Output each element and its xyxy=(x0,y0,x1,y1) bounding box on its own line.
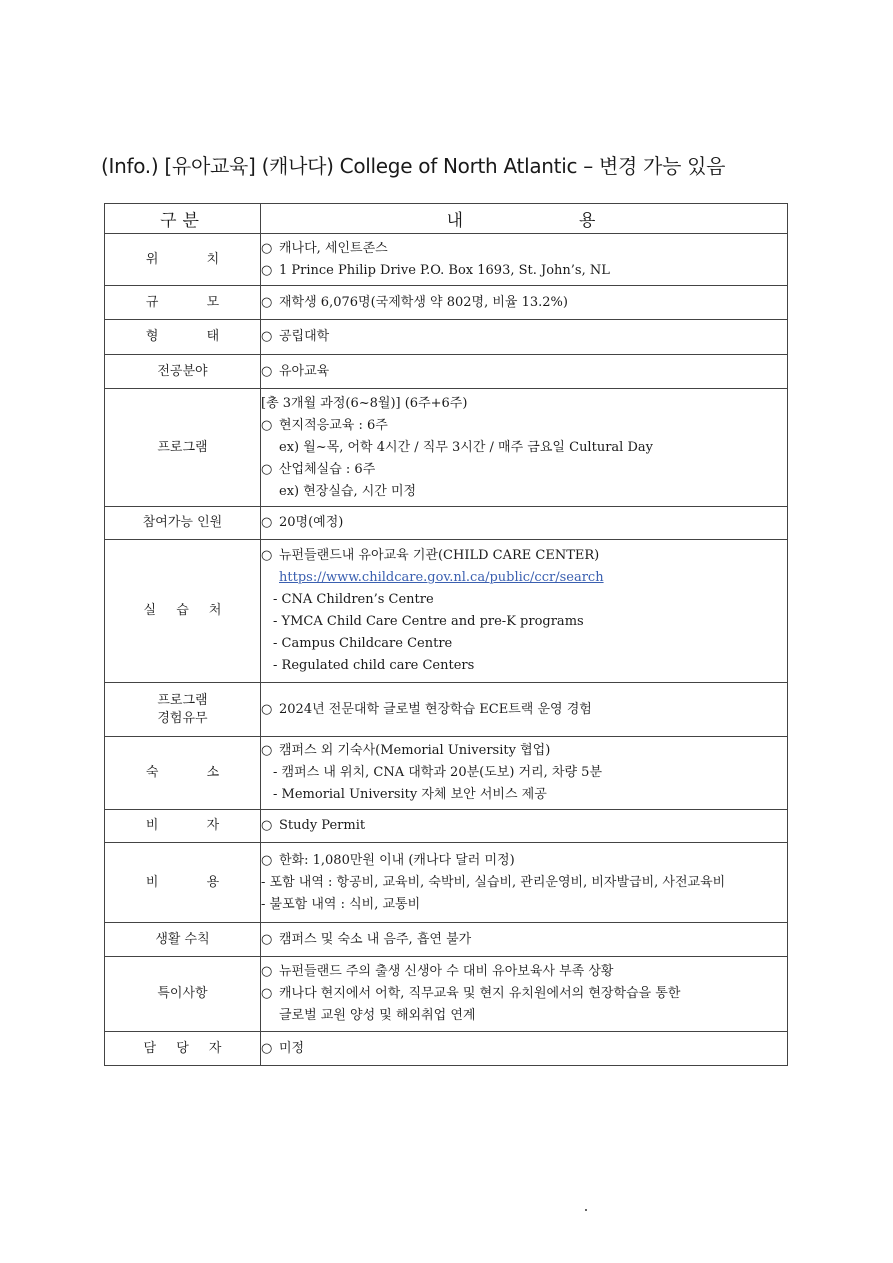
header-content-1: 내 xyxy=(446,211,469,231)
label-type: 형 태 xyxy=(105,320,261,355)
info-table xyxy=(104,203,788,1066)
header-content xyxy=(261,204,788,234)
content-visa xyxy=(261,810,788,843)
practicum-link[interactable]: https://www.childcare.gov.nl.ca/public/ccr/search xyxy=(279,570,604,585)
content-participants xyxy=(261,507,788,540)
label-rules: 생활 수칙 xyxy=(105,923,261,957)
content-housing xyxy=(261,737,788,810)
contact-line-1: ○ 미정 xyxy=(261,1038,787,1060)
content-notes xyxy=(261,957,788,1032)
practicum-site-3: - Campus Childcare Centre xyxy=(261,633,787,655)
practicum-item: ○ 뉴펀들랜드내 유아교육 기관(CHILD CARE CENTER) xyxy=(261,545,787,567)
participants-line-1: ○ 20명(예정) xyxy=(261,512,787,534)
notes-item-2: ○ 캐나다 현지에서 어학, 직무교육 및 현지 유치원에서의 현장학습을 통한 xyxy=(261,983,787,1005)
label-experience-2: 경험유무 xyxy=(157,710,208,726)
housing-detail-2: - Memorial University 자체 보안 서비스 제공 xyxy=(261,784,787,806)
content-cost xyxy=(261,843,788,923)
scan-speck xyxy=(585,1209,587,1211)
table-row-experience xyxy=(105,683,788,737)
cost-detail-1: - 포함 내역 : 항공비, 교육비, 숙박비, 실습비, 관리운영비, 비자발급비, 사전교육비 xyxy=(261,872,787,894)
type-line-1: ○ 공립대학 xyxy=(261,326,787,348)
content-experience xyxy=(261,683,788,737)
practicum-site-2: - YMCA Child Care Centre and pre-K programs xyxy=(261,611,787,633)
table-row-major xyxy=(105,355,788,389)
label-contact: 담 당 자 xyxy=(105,1032,261,1066)
label-visa: 비 자 xyxy=(105,810,261,843)
practicum-site-1: - CNA Children’s Centre xyxy=(261,589,787,611)
table-row-location xyxy=(105,234,788,286)
label-practicum: 실 습 처 xyxy=(105,540,261,683)
content-type xyxy=(261,320,788,355)
header-category: 구분 xyxy=(105,204,261,234)
label-participants: 참여가능 인원 xyxy=(105,507,261,540)
label-scale: 규 모 xyxy=(105,286,261,320)
label-major: 전공분야 xyxy=(105,355,261,389)
content-program xyxy=(261,389,788,507)
table-row-notes xyxy=(105,957,788,1032)
program-item-1: ○ 현지적응교육 : 6주 xyxy=(261,415,787,437)
location-line-1: ○ 캐나다, 세인트존스 xyxy=(261,238,787,260)
page-title: (Info.) [유아교육] (캐나다) College of North Atlantic – 변경 가능 있음 xyxy=(101,154,726,178)
program-item-1-detail: ex) 월~목, 어학 4시간 / 직무 3시간 / 매주 금요일 Cultural Day xyxy=(279,439,653,455)
content-practicum xyxy=(261,540,788,683)
label-location: 위 치 xyxy=(105,234,261,286)
content-contact xyxy=(261,1032,788,1066)
practicum-site-4: - Regulated child care Centers xyxy=(261,655,787,677)
program-item-2: ○ 산업체실습 : 6주 xyxy=(261,459,787,481)
table-row-practicum xyxy=(105,540,788,683)
program-heading: [총 3개월 과정(6~8월)] (6주+6주) xyxy=(261,395,468,411)
table-row-type xyxy=(105,320,788,355)
table-row-rules xyxy=(105,923,788,957)
cost-item: ○ 한화: 1,080만원 이내 (캐나다 달러 미정) xyxy=(261,850,787,872)
label-program: 프로그램 xyxy=(105,389,261,507)
housing-detail-1: - 캠퍼스 내 위치, CNA 대학과 20분(도보) 거리, 차량 5분 xyxy=(261,762,787,784)
table-row-participants xyxy=(105,507,788,540)
table-row-visa xyxy=(105,810,788,843)
label-notes: 특이사항 xyxy=(105,957,261,1032)
visa-line-1: ○ Study Permit xyxy=(261,815,787,837)
label-experience-1: 프로그램 xyxy=(157,692,208,708)
label-housing: 숙 소 xyxy=(105,737,261,810)
table-header-row xyxy=(105,204,788,234)
notes-item-1: ○ 뉴펀들랜드 주의 출생 신생아 수 대비 유아보육사 부족 상황 xyxy=(261,961,787,983)
content-major xyxy=(261,355,788,389)
major-line-1: ○ 유아교육 xyxy=(261,361,787,383)
rules-line-1: ○ 캠퍼스 및 숙소 내 음주, 흡연 불가 xyxy=(261,929,787,951)
program-item-2-detail: ex) 현장실습, 시간 미정 xyxy=(279,483,417,499)
notes-item-2-cont: 글로벌 교원 양성 및 해외취업 연계 xyxy=(279,1008,476,1023)
table-row-scale xyxy=(105,286,788,320)
content-rules xyxy=(261,923,788,957)
table-row-program xyxy=(105,389,788,507)
experience-line-1: ○ 2024년 전문대학 글로벌 현장학습 ECE트랙 운영 경험 xyxy=(261,699,787,721)
header-content-2: 용 xyxy=(579,211,602,231)
content-scale xyxy=(261,286,788,320)
scale-line-1: ○ 재학생 6,076명(국제학생 약 802명, 비율 13.2%) xyxy=(261,292,787,314)
table-row-cost xyxy=(105,843,788,923)
housing-item: ○ 캠퍼스 외 기숙사(Memorial University 협업) xyxy=(261,740,787,762)
label-experience xyxy=(105,683,261,737)
table-row-housing xyxy=(105,737,788,810)
cost-detail-2: - 불포함 내역 : 식비, 교통비 xyxy=(261,894,787,916)
content-location xyxy=(261,234,788,286)
label-cost: 비 용 xyxy=(105,843,261,923)
location-line-2: ○ 1 Prince Philip Drive P.O. Box 1693, St. John’s, NL xyxy=(261,260,787,282)
table-row-contact xyxy=(105,1032,788,1066)
